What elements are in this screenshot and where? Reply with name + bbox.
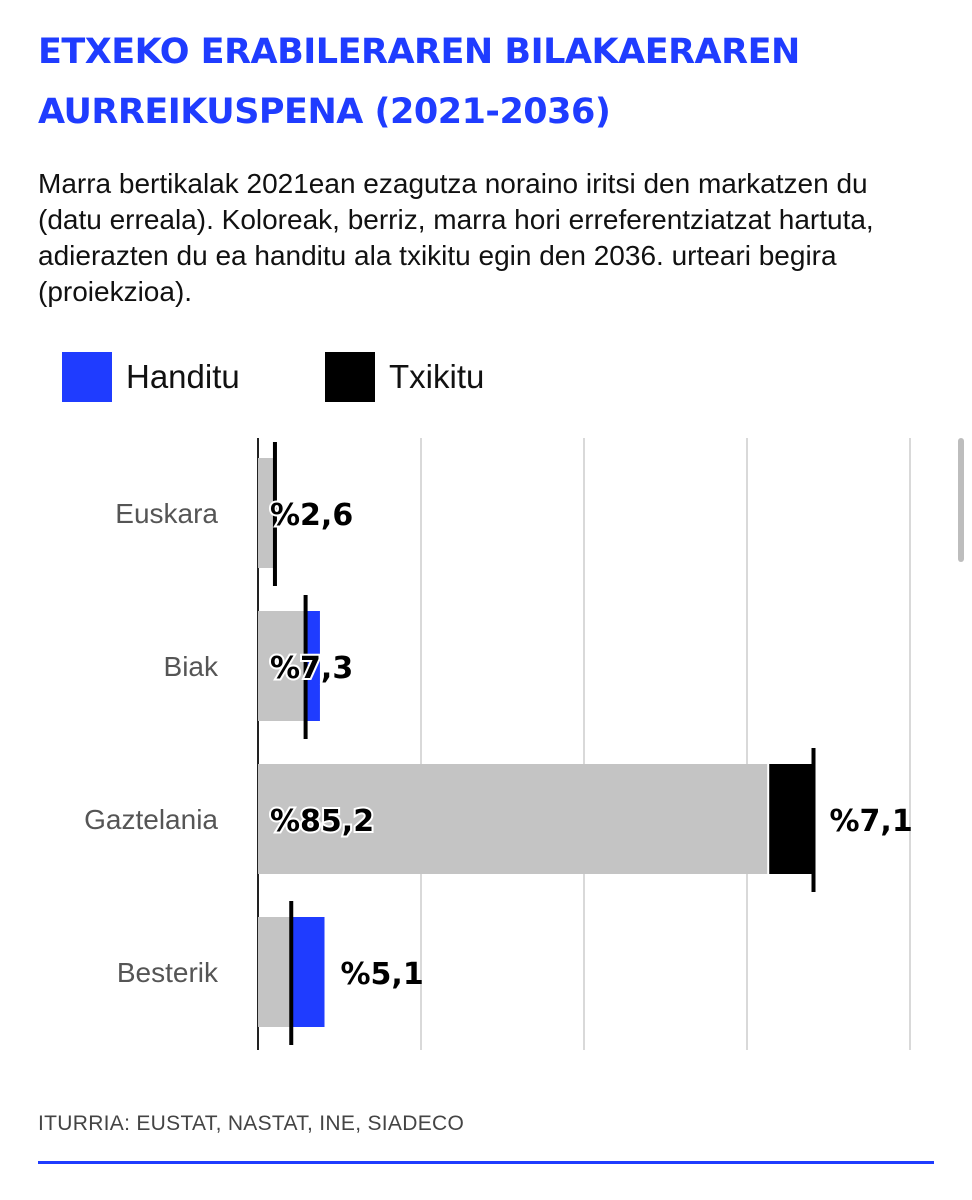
category-label-gaztelania: Gaztelania (84, 804, 218, 835)
bottom-rule (38, 1161, 934, 1164)
change-value-label-gaztelania: %7,1 (829, 804, 913, 839)
legend-label-increase: Handitu (126, 358, 240, 395)
scrollbar[interactable] (958, 438, 964, 562)
bar-increase-besterik (291, 917, 324, 1027)
reference-value-label-euskara: %2,6 (270, 498, 354, 533)
category-label-euskara: Euskara (115, 498, 218, 529)
bar-chart (0, 430, 972, 1060)
chart-title: ETXEKO ERABILERAREN BILAKAERAREN AURREIKUSPENA (2021-2036) (38, 32, 800, 132)
change-value-label-besterik: %5,1 (340, 957, 424, 992)
legend-swatch-increase (62, 352, 112, 402)
legend-swatch-decrease (325, 352, 375, 402)
reference-value-label-biak: %7,3 (270, 651, 354, 686)
source-note: ITURRIA: EUSTAT, NASTAT, INE, SIADECO (38, 1112, 465, 1135)
category-label-biak: Biak (163, 651, 218, 682)
bar-base-besterik (258, 917, 291, 1027)
bar-decrease-gaztelania (769, 764, 813, 874)
chart-subtitle: Marra bertikalak 2021ean ezagutza noraino iritsi den markatzen du (datu erreala). Koloreak, berriz, marra hori erreferentziatzat hartuta, adierazten du ea handitu ala txikitu egin den 2036. urteari begira (proiekzioa). (38, 168, 874, 307)
legend-label-decrease: Txikitu (389, 358, 485, 395)
category-label-besterik: Besterik (116, 957, 218, 988)
reference-value-label-gaztelania: %85,2 (270, 804, 375, 839)
